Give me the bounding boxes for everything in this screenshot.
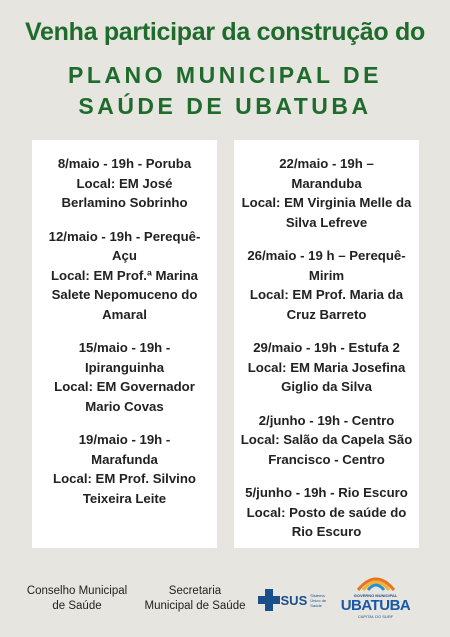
schedule-event-line: Local: EM José <box>76 175 173 191</box>
ubatuba-wave-icon <box>356 570 396 592</box>
schedule-event-line: 19/maio - 19h - <box>78 432 171 447</box>
schedule-event-line: Cruz Barreto <box>286 306 367 322</box>
schedule-event-line: Giglio da Silva <box>281 379 372 394</box>
schedule-event-line: Açu <box>112 248 137 263</box>
schedule-event <box>240 154 413 232</box>
health-council-label <box>22 584 132 614</box>
schedule-event-line: Local: EM Governador <box>54 379 195 394</box>
ubatuba-logo-gov: GOVERNO MUNICIPAL <box>353 593 398 598</box>
schedule-event-line: Francisco - Centro <box>268 451 385 467</box>
schedule-event <box>240 411 413 470</box>
schedule-event <box>240 483 413 542</box>
schedule-event-line: 29/maio - 19h - Estufa 2 <box>253 340 400 355</box>
health-secretary-line2: Municipal de Saúde <box>144 600 246 612</box>
ubatuba-logo <box>338 570 413 620</box>
sus-cross-icon <box>258 589 278 611</box>
schedule-event-line: Local: EM Virginia Melle da <box>241 195 412 210</box>
schedule-event-line: Local: EM Prof. Silvino <box>53 471 196 486</box>
schedule-event-line: Local: EM Prof. Maria da <box>249 287 404 302</box>
health-secretary-line1: Secretaria <box>168 585 222 597</box>
schedule-event-line: Local: Salão da Capela São <box>240 432 413 447</box>
schedule-event <box>38 338 211 416</box>
schedule-panel-left <box>32 140 217 548</box>
sus-logo-text: SUS <box>280 592 308 608</box>
schedule-event-line: Silva Lefreve <box>285 214 368 230</box>
schedule-event-line: 2/junho - 19h - Centro <box>258 412 395 428</box>
schedule-event-line: 26/maio - 19 h – Perequê- <box>247 248 406 263</box>
schedule-event-line: Maranduba <box>291 175 362 191</box>
schedule-event-line: Amaral <box>102 306 147 322</box>
ubatuba-logo-name: UBATUBA <box>340 597 411 614</box>
schedule-event <box>240 338 413 397</box>
schedule-panel-right <box>234 140 419 548</box>
plan-title-line1: PLANO MUNICIPAL DE <box>68 62 382 88</box>
schedule-event-line: Marafunda <box>91 451 158 467</box>
schedule-event-line: 15/maio - 19h - <box>78 340 171 355</box>
schedule-event-line: 5/junho - 19h - Rio Escuro <box>245 485 408 500</box>
sus-logo-subtext: Sistema Único de Saúde <box>310 592 327 608</box>
schedule-event-line: 22/maio - 19h – <box>279 156 374 171</box>
schedule-event <box>38 154 211 213</box>
schedule-event-line: Mirim <box>308 267 345 283</box>
ubatuba-logo-tagline: CAPITAL DO SURF <box>357 614 394 619</box>
schedule-event <box>38 227 211 325</box>
schedule-event-line: Salete Nepomuceno do <box>51 287 198 302</box>
health-council-line1: Conselho Municipal <box>26 585 128 597</box>
schedule-event <box>240 246 413 324</box>
schedule-event-line: Rio Escuro <box>291 524 362 539</box>
health-council-line2: de Saúde <box>52 600 102 612</box>
schedule-event-line: Berlamino Sobrinho <box>61 195 188 210</box>
schedule-event-line: Ipiranguinha <box>84 359 165 375</box>
plan-title-line2: SAÚDE DE UBATUBA <box>78 93 372 119</box>
schedule-event-line: Teixeira Leite <box>82 490 167 506</box>
schedule-event-line: 8/maio - 19h - Poruba <box>57 156 192 171</box>
sus-logo <box>258 585 328 615</box>
schedule-event-line: Local: Posto de saúde do <box>246 504 407 520</box>
health-secretary-label <box>140 584 250 614</box>
schedule-event-line: Local: EM Maria Josefina <box>247 359 406 375</box>
schedule-event-line: 12/maio - 19h - Perequê- <box>48 228 201 244</box>
schedule-event-line: Local: EM Prof.ª Marina <box>50 267 199 283</box>
schedule-event-line: Mario Covas <box>85 398 164 414</box>
schedule-event <box>38 430 211 508</box>
headline: Venha participar da construção do <box>25 18 425 46</box>
